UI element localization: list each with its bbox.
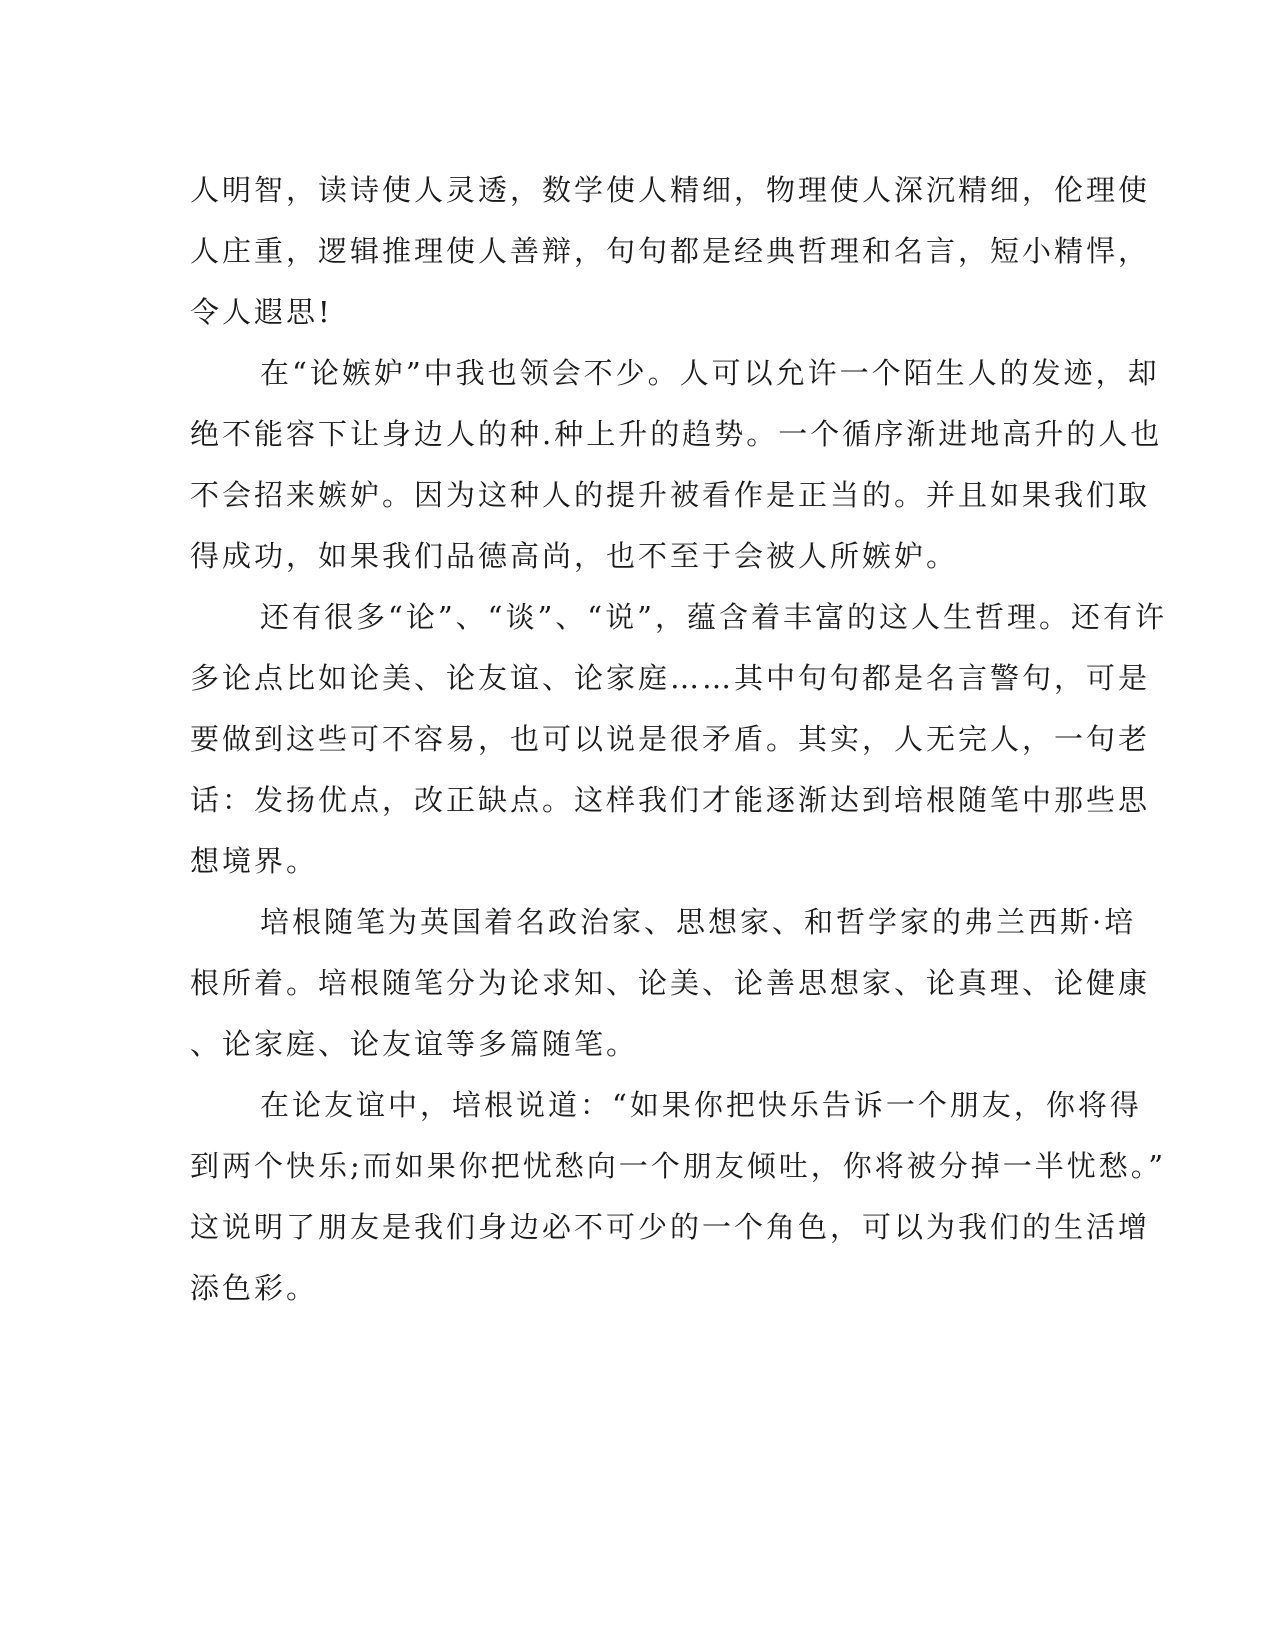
text-line: 多论点比如论美、论友谊、论家庭……其中句句都是名言警句，可是 <box>190 661 1151 695</box>
text-line: 到两个快乐;而如果你把忧愁向一个朋友倾吐，你将被分掉一半忧愁。” <box>190 1149 1167 1183</box>
text-line: 话：发扬优点，改正缺点。这样我们才能逐渐达到培根随笔中那些思 <box>190 783 1151 817</box>
text-line: 绝不能容下让身边人的种.种上升的趋势。一个循序渐进地高升的人也 <box>190 417 1163 451</box>
text-line: 令人遐思! <box>190 295 333 329</box>
text-line: 要做到这些可不容易，也可以说是很矛盾。其实，人无完人，一句老 <box>190 722 1151 756</box>
text-line: 、论家庭、论友谊等多篇随笔。 <box>190 1027 639 1061</box>
paragraph-start-line: 还有很多“论”、“谈”、“说”，蕴含着丰富的这人生哲理。还有许 <box>260 600 1167 634</box>
paragraph-start-line: 在论友谊中，培根说道：“如果你把快乐告诉一个朋友，你将得 <box>260 1088 1142 1122</box>
paragraph-start-line: 在“论嫉妒”中我也领会不少。人可以允许一个陌生人的发迹，却 <box>260 356 1160 390</box>
text-line: 人庄重，逻辑推理使人善辩，句句都是经典哲理和名言，短小精悍， <box>190 234 1151 268</box>
text-line: 这说明了朋友是我们身边必不可少的一个角色，可以为我们的生活增 <box>190 1210 1151 1244</box>
text-line: 得成功，如果我们品德高尚，也不至于会被人所嫉妒。 <box>190 539 959 573</box>
text-line: 想境界。 <box>190 844 319 878</box>
paragraph-start-line: 培根随笔为英国着名政治家、思想家、和哲学家的弗兰西斯·培 <box>260 905 1137 939</box>
text-line: 添色彩。 <box>190 1271 319 1305</box>
body-text <box>190 160 1167 1319</box>
text-line: 不会招来嫉妒。因为这种人的提升被看作是正当的。并且如果我们取 <box>190 478 1151 512</box>
text-line: 人明智，读诗使人灵透，数学使人精细，物理使人深沉精细，伦理使 <box>190 173 1151 207</box>
text-line: 根所着。培根随笔分为论求知、论美、论善思想家、论真理、论健康 <box>190 966 1151 1000</box>
